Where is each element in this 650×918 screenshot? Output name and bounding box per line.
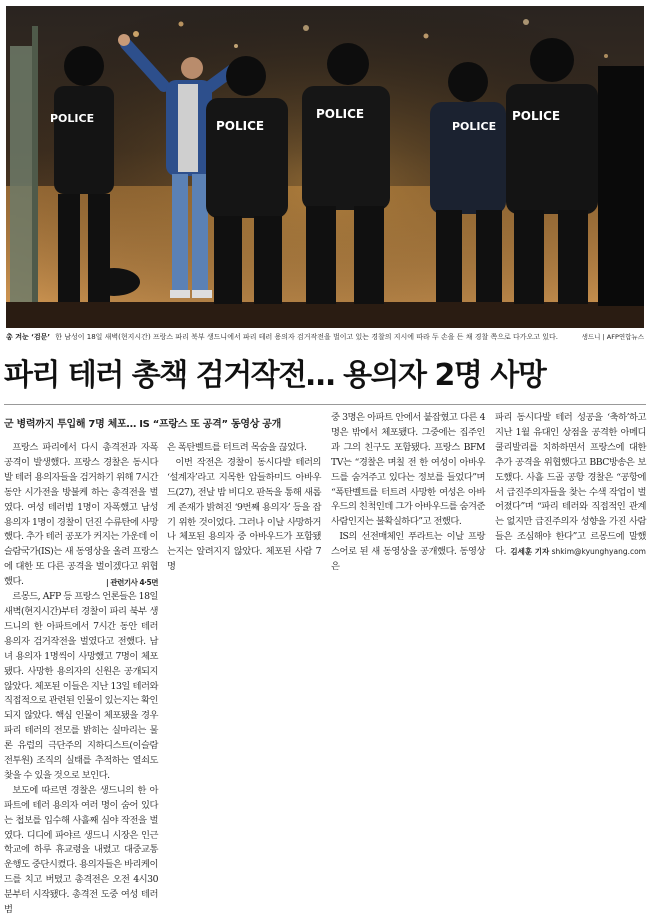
police-label: POLICE [50,112,95,125]
paragraph: 보도에 따르면 경찰은 생드니의 한 아파트에 테러 용의자 여러 명이 숨어 있다는 첩보를 입수해 사흘째 심야 작전을 벌였다. 디디에 파야르 생드니 시장은 인근 학교에 하루 휴교령을 내렸고 대중교통 운행도 중단시켰다. 용의자들은 바리케이드를 치고 버텼고 총격전은 오전 4시30분부터 시작됐다. 총격전 도중 여성 테러범 [4,784,158,916]
reporter-name: 김세훈 기자 [510,547,550,556]
caption-title: 총 겨눈 ‘검문’ [6,333,51,341]
paragraph: 파리 동시다발 테러 성공을 ‘축하’하고 지난 1월 유대인 상점을 공격한 아메디 쿨리발리를 치하하면서 프랑스에 대한 추가 공격을 위협했다고 BBC방송은 보도했다. 사흘 드골 공항 경찰은 “공항에서 급진주의자들을 찾는 수색 작업이 벌어졌다”며 “파리 테러와 직접적인 관계는 없지만 급진주의자 성향을 가진 사람들은 조심해야 한다”고 르몽드에 말했다. [495,412,646,558]
article-column-1 [4,441,158,916]
paragraph: 르몽드, AFP 등 프랑스 언론들은 18일 새벽(현지시간)부터 경찰이 파리 북부 생드니의 한 아파트에서 7시간 동안 테러 용의자 검거작전을 벌였다고 전했다. 남녀 용의자 1명씩이 사망했고 7명이 체포됐다. 사망한 용의자의 신원은 공개되지 않았다. 체포된 이들은 지난 13일 테러와 직접적으로 관련된 인물이 있는지는 확인되지 않았다. 핵심 인물이 체포됐을 경우 파리 테러의 전모를 밝히는 실마리는 물론 유럽의 극단주의 지하디스트(이슬람 전투원) 조직의 실태를 추적하는 열쇠도 찾을 수 있을 것으로 보인다. [4,591,158,781]
byline [495,546,646,557]
police-checkpoint-photo [6,6,644,328]
article-column-3 [331,411,485,573]
paragraph: 이번 작전은 경찰이 동시다발 테러의 ‘설계자’라고 지목한 압들하미드 아바우드(27), 전날 밤 비디오 판독을 통해 새롭게 존재가 밝혀진 ‘9번째 용의자’ 등을 잡기 위한 것이었다. 그러나 이날 사망하거나 체포된 용의자 중 아바우드가 포함됐는지는 알려지지 않았다. 체포된 사람 7명 [167,456,321,573]
paragraph: 프랑스 파리에서 다시 총격전과 자폭 공격이 발생했다. 프랑스 경찰은 동시다발 테러 용의자들을 검거하기 위해 7시간 동안 시가전을 방불케 하는 총격전을 벌였다. 여성 테러범 1명이 자폭했고 남성 용의자 1명이 경찰이 던진 수류탄에 사망했다. 추가 테러 공포가 커지는 가운데 이슬람국가(IS)는 새 동영상을 올려 프랑스에 대한 또 다른 공격을 벌이겠다고 위협했다. [4,442,158,588]
caption-text: 한 남성이 18일 새벽(현지시간) 프랑스 파리 북부 생드니에서 파리 테러 용의자 검거작전을 벌이고 있는 경찰의 지시에 따라 두 손을 든 채 경찰 쪽으로 다가오고 있다. [55,333,559,341]
police-label: POLICE [216,119,265,133]
photo-caption [6,330,644,344]
police-label: POLICE [452,120,497,133]
article-column-2 [167,441,321,573]
paragraph: 은 폭탄벨트를 터트려 목숨을 끊었다. [167,442,307,453]
headline-divider [4,404,646,405]
police-label: POLICE [512,109,561,123]
related-articles-link[interactable]: | 관련기사 4·5면 [106,578,158,588]
paragraph: 중 3명은 아파트 안에서 붙잡혔고 다른 4명은 밖에서 체포됐다. 그중에는 집주인과 그의 친구도 포함됐다. 프랑스 BFM TV는 “경찰은 며칠 전 한 여성이 아바우드를 숨겨주고 있다는 정보를 들었다”며 “폭탄벨트를 터트려 사망한 여성은 아바우드의 친척인데 그가 아바우드를 숨겨준 사람인지는 불확실하다”고 전했다. [331,412,485,528]
police-label: POLICE [316,107,365,121]
subheadline: 군 병력까지 투입해 7명 체포… IS “프랑스 또 공격” 동영상 공개 [4,419,281,430]
paragraph: IS의 선전매체인 푸라트는 이날 프랑스어로 된 새 동영상을 공개했다. 동영상은 [331,531,485,573]
headline: 파리 테러 총책 검거작전… 용의자 2명 사망 [4,358,546,393]
photo-credit: 생드니 | AFP연합뉴스 [578,330,644,344]
news-photo [6,6,644,328]
reporter-email[interactable]: shkim@kyunghyang.com [551,547,646,556]
